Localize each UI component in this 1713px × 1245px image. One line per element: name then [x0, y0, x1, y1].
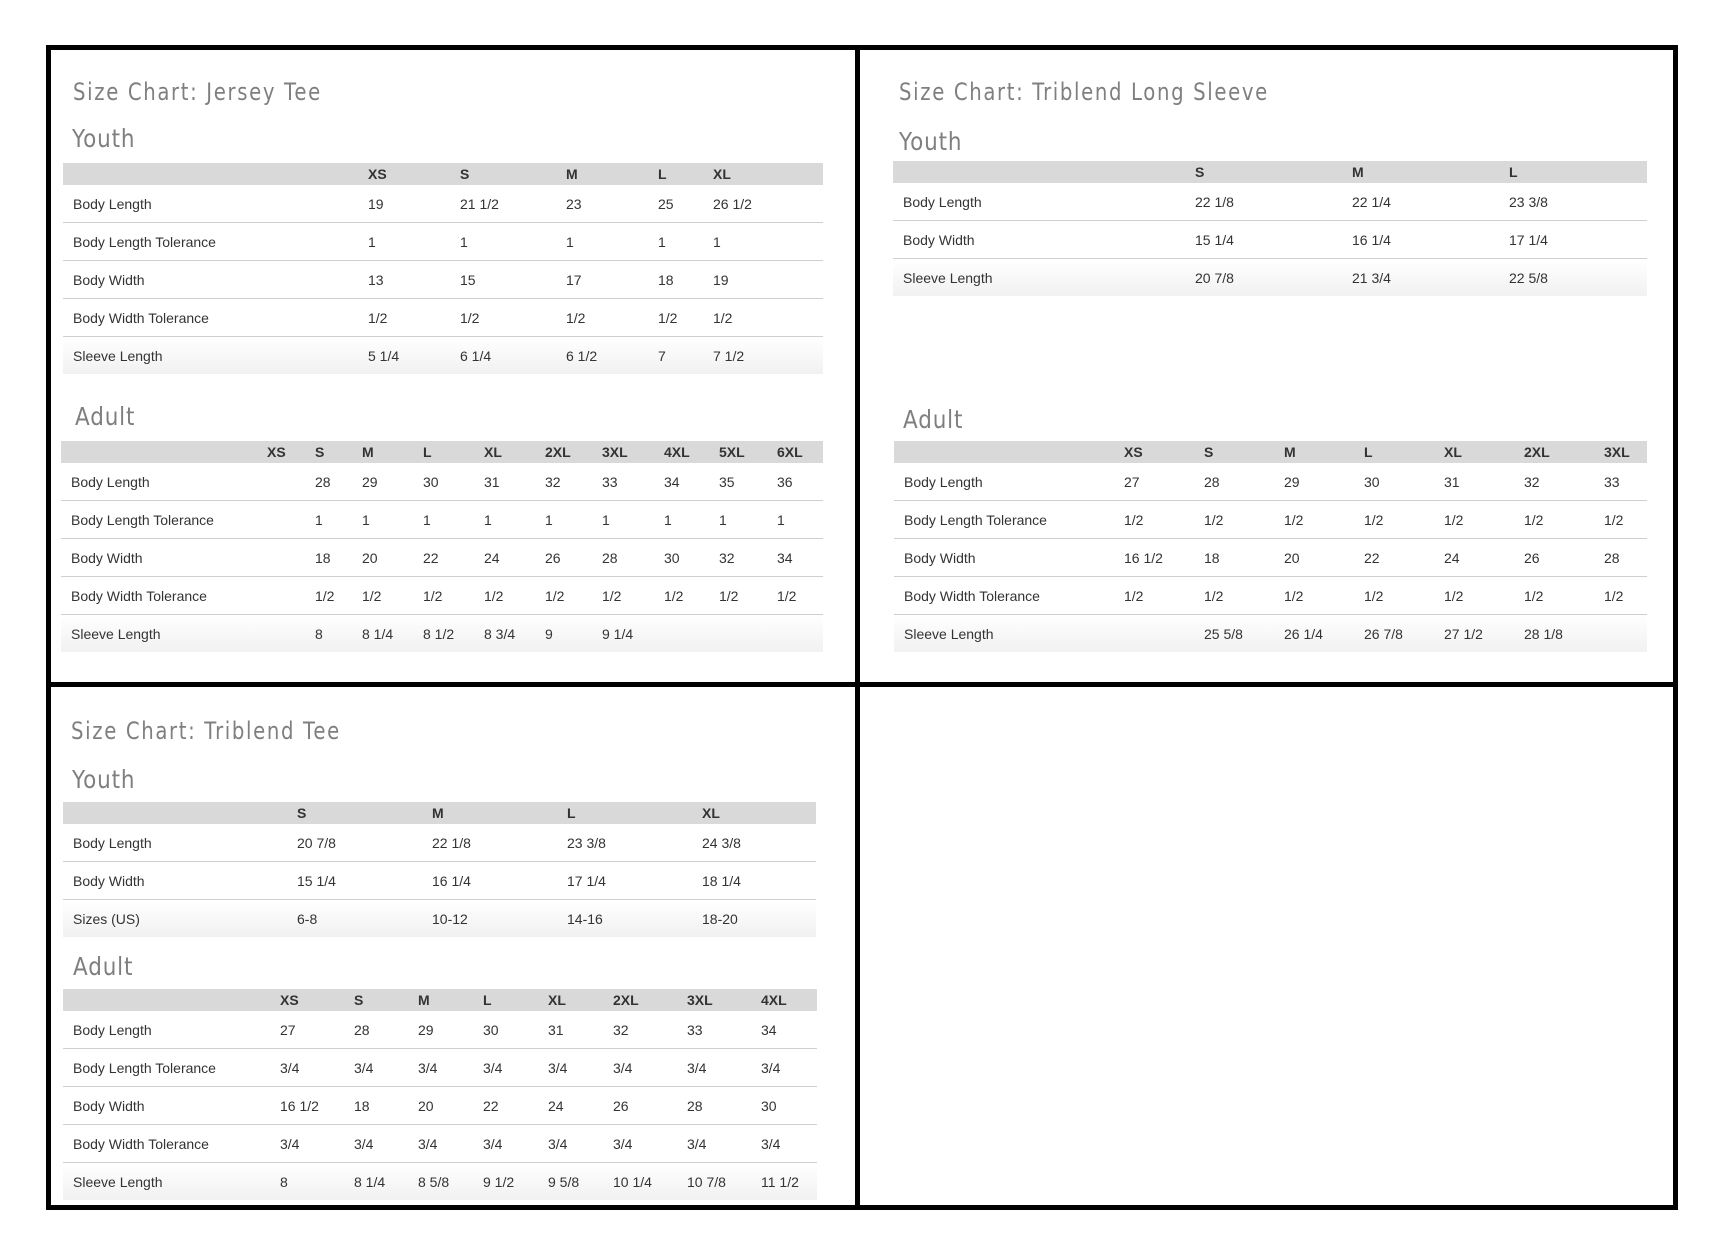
table-cell: 35 — [719, 474, 735, 490]
size-column-header: S — [1195, 164, 1205, 180]
table-row — [893, 183, 1647, 221]
row-label: Body Width Tolerance — [73, 1136, 209, 1152]
row-label: Body Width Tolerance — [73, 310, 209, 326]
size-column-header: 4XL — [664, 444, 690, 460]
table-cell: 16 1/4 — [432, 873, 471, 889]
row-label: Sleeve Length — [904, 626, 994, 642]
table-cell: 22 1/8 — [1195, 194, 1234, 210]
table-cell: 31 — [548, 1022, 564, 1038]
table-cell: 6 1/2 — [566, 348, 598, 364]
table-cell: 3/4 — [687, 1136, 707, 1152]
table-cell: 26 7/8 — [1364, 626, 1403, 642]
table-row — [63, 1087, 817, 1125]
table-row — [63, 824, 816, 862]
table-cell: 20 — [418, 1098, 434, 1114]
table-cell: 30 — [1364, 474, 1380, 490]
size-column-header: 2XL — [545, 444, 571, 460]
table-cell: 17 — [566, 272, 582, 288]
table-cell: 22 5/8 — [1509, 270, 1548, 286]
table-cell: 10 1/4 — [613, 1174, 652, 1190]
table-cell: 1/2 — [1284, 588, 1304, 604]
table-cell: 30 — [423, 474, 439, 490]
table-cell: 1 — [719, 512, 727, 528]
table-cell: 7 — [658, 348, 666, 364]
table-row — [63, 1049, 817, 1087]
table-cell: 1/2 — [664, 588, 684, 604]
table-cell: 22 1/4 — [1352, 194, 1391, 210]
table-cell: 3/4 — [761, 1060, 781, 1076]
table-cell: 16 1/2 — [280, 1098, 319, 1114]
table-cell: 26 1/2 — [713, 196, 752, 212]
table-cell: 28 — [315, 474, 331, 490]
size-column-header: S — [460, 166, 470, 182]
table-cell: 20 — [362, 550, 378, 566]
table-cell: 24 — [1444, 550, 1460, 566]
table-cell: 28 — [354, 1022, 370, 1038]
size-column-header: M — [1284, 444, 1296, 460]
table-cell: 1/2 — [1124, 512, 1144, 528]
table-cell: 32 — [545, 474, 561, 490]
table-cell: 6 1/4 — [460, 348, 492, 364]
size-column-header: XL — [484, 444, 502, 460]
table-cell: 1/2 — [1524, 512, 1544, 528]
table-cell: 1/2 — [545, 588, 565, 604]
table-header — [63, 802, 816, 824]
table-cell: 26 — [613, 1098, 629, 1114]
table-cell: 19 — [713, 272, 729, 288]
table-cell: 1/2 — [362, 588, 382, 604]
size-column-header: M — [1352, 164, 1364, 180]
table-cell: 24 3/8 — [702, 835, 741, 851]
size-column-header: 3XL — [1604, 444, 1630, 460]
row-label: Body Length — [904, 474, 983, 490]
table-cell: 1/2 — [1124, 588, 1144, 604]
row-label: Body Length — [71, 474, 150, 490]
table-cell: 1/2 — [658, 310, 678, 326]
table-cell: 1 — [484, 512, 492, 528]
size-column-header: L — [567, 805, 576, 821]
table-cell: 26 — [545, 550, 561, 566]
table-cell: 32 — [719, 550, 735, 566]
table-cell: 27 — [280, 1022, 296, 1038]
table-cell: 27 — [1124, 474, 1140, 490]
row-label: Body Length — [903, 194, 982, 210]
size-column-header: 5XL — [719, 444, 745, 460]
table-header — [893, 161, 1647, 183]
table-cell: 20 — [1284, 550, 1300, 566]
table-row — [61, 577, 823, 615]
table-row — [63, 223, 823, 261]
triblend-long-sleeve-youth-table — [893, 161, 1647, 297]
triblend-long-sleeve-adult-table — [894, 441, 1647, 653]
table-cell: 28 — [687, 1098, 703, 1114]
table-cell: 3/4 — [548, 1136, 568, 1152]
table-cell: 9 — [545, 626, 553, 642]
table-cell: 3/4 — [761, 1136, 781, 1152]
row-label: Body Length — [73, 1022, 152, 1038]
size-column-header: M — [432, 805, 444, 821]
size-column-header: S — [354, 992, 364, 1008]
table-cell: 3/4 — [280, 1060, 300, 1076]
table-cell: 22 — [423, 550, 439, 566]
table-cell: 1 — [664, 512, 672, 528]
table-cell: 5 1/4 — [368, 348, 400, 364]
table-cell: 18 — [658, 272, 674, 288]
table-cell: 1 — [460, 234, 468, 250]
table-cell: 29 — [1284, 474, 1300, 490]
table-cell: 3/4 — [354, 1136, 374, 1152]
table-cell: 1/2 — [602, 588, 622, 604]
table-cell: 1 — [602, 512, 610, 528]
panel-divider-horizontal — [46, 682, 1678, 687]
table-cell: 14-16 — [567, 911, 603, 927]
table-cell: 18 1/4 — [702, 873, 741, 889]
table-cell: 3/4 — [687, 1060, 707, 1076]
table-cell: 31 — [484, 474, 500, 490]
size-column-header: 3XL — [687, 992, 713, 1008]
table-cell: 24 — [484, 550, 500, 566]
size-column-header: M — [418, 992, 430, 1008]
jersey-tee-adult-heading: Adult — [75, 402, 136, 431]
table-cell: 1/2 — [315, 588, 335, 604]
table-cell: 1/2 — [1524, 588, 1544, 604]
row-label: Body Length Tolerance — [73, 1060, 216, 1076]
table-header — [63, 989, 817, 1011]
jersey-tee-title: Size Chart: Jersey Tee — [73, 78, 322, 106]
table-cell: 1 — [368, 234, 376, 250]
table-cell: 20 7/8 — [297, 835, 336, 851]
table-cell: 26 1/4 — [1284, 626, 1323, 642]
table-row — [63, 1011, 817, 1049]
size-column-header: XS — [267, 444, 286, 460]
table-cell: 20 7/8 — [1195, 270, 1234, 286]
table-cell: 17 1/4 — [1509, 232, 1548, 248]
table-cell: 1/2 — [368, 310, 388, 326]
table-cell: 16 1/4 — [1352, 232, 1391, 248]
size-column-header: S — [315, 444, 325, 460]
row-label: Body Length Tolerance — [904, 512, 1047, 528]
table-cell: 32 — [1524, 474, 1540, 490]
row-label: Sizes (US) — [73, 911, 140, 927]
table-row — [61, 615, 823, 652]
table-row — [63, 299, 823, 337]
table-cell: 1/2 — [484, 588, 504, 604]
table-cell: 15 1/4 — [297, 873, 336, 889]
table-cell: 1/2 — [1204, 588, 1224, 604]
row-label: Sleeve Length — [73, 348, 163, 364]
table-cell: 10-12 — [432, 911, 468, 927]
table-cell: 8 1/2 — [423, 626, 455, 642]
table-cell: 1/2 — [713, 310, 733, 326]
table-cell: 1 — [362, 512, 370, 528]
size-column-header: L — [423, 444, 432, 460]
row-label: Body Width — [903, 232, 975, 248]
table-cell: 3/4 — [613, 1060, 633, 1076]
table-cell: 22 1/8 — [432, 835, 471, 851]
table-cell: 32 — [613, 1022, 629, 1038]
table-cell: 33 — [687, 1022, 703, 1038]
table-row — [63, 1125, 817, 1163]
table-cell: 17 1/4 — [567, 873, 606, 889]
table-row — [61, 463, 823, 501]
table-cell: 1/2 — [423, 588, 443, 604]
table-row — [63, 862, 816, 900]
table-cell: 3/4 — [418, 1060, 438, 1076]
table-cell: 27 1/2 — [1444, 626, 1483, 642]
table-cell: 18 — [354, 1098, 370, 1114]
triblend-tee-adult-table — [63, 989, 817, 1201]
table-cell: 1/2 — [460, 310, 480, 326]
size-column-header: XL — [1444, 444, 1462, 460]
table-cell: 28 — [1204, 474, 1220, 490]
table-cell: 34 — [761, 1022, 777, 1038]
table-cell: 13 — [368, 272, 384, 288]
table-cell: 1 — [315, 512, 323, 528]
row-label: Body Length Tolerance — [73, 234, 216, 250]
row-label: Body Width Tolerance — [904, 588, 1040, 604]
table-cell: 6-8 — [297, 911, 318, 927]
table-cell: 33 — [1604, 474, 1620, 490]
size-column-header: M — [566, 166, 578, 182]
table-cell: 9 5/8 — [548, 1174, 580, 1190]
table-cell: 8 1/4 — [354, 1174, 386, 1190]
table-cell: 8 5/8 — [418, 1174, 450, 1190]
table-row — [894, 539, 1647, 577]
table-row — [894, 577, 1647, 615]
table-cell: 22 — [483, 1098, 499, 1114]
table-row — [63, 261, 823, 299]
table-cell: 22 — [1364, 550, 1380, 566]
table-cell: 1/2 — [1284, 512, 1304, 528]
table-header — [894, 441, 1647, 463]
table-cell: 1/2 — [1444, 512, 1464, 528]
triblend-tee-youth-heading: Youth — [72, 765, 136, 794]
triblend-long-sleeve-title: Size Chart: Triblend Long Sleeve — [899, 78, 1269, 106]
table-cell: 29 — [418, 1022, 434, 1038]
row-label: Body Width — [904, 550, 976, 566]
table-cell: 23 3/8 — [567, 835, 606, 851]
table-row — [894, 501, 1647, 539]
size-column-header: L — [483, 992, 492, 1008]
table-cell: 30 — [483, 1022, 499, 1038]
row-label: Body Width — [73, 1098, 145, 1114]
size-column-header: 4XL — [761, 992, 787, 1008]
row-label: Sleeve Length — [71, 626, 161, 642]
table-cell: 24 — [548, 1098, 564, 1114]
table-cell: 25 5/8 — [1204, 626, 1243, 642]
table-cell: 1/2 — [1364, 588, 1384, 604]
size-column-header: S — [297, 805, 307, 821]
table-cell: 15 1/4 — [1195, 232, 1234, 248]
row-label: Sleeve Length — [903, 270, 993, 286]
table-cell: 33 — [602, 474, 618, 490]
size-column-header: 2XL — [613, 992, 639, 1008]
table-row — [63, 1163, 817, 1200]
size-column-header: XS — [280, 992, 299, 1008]
table-cell: 10 7/8 — [687, 1174, 726, 1190]
table-cell: 34 — [777, 550, 793, 566]
table-cell: 21 3/4 — [1352, 270, 1391, 286]
table-cell: 1/2 — [566, 310, 586, 326]
table-cell: 30 — [664, 550, 680, 566]
table-cell: 1/2 — [1604, 588, 1624, 604]
row-label: Body Width — [71, 550, 143, 566]
row-label: Body Width Tolerance — [71, 588, 207, 604]
table-cell: 3/4 — [548, 1060, 568, 1076]
table-cell: 3/4 — [354, 1060, 374, 1076]
table-cell: 8 — [315, 626, 323, 642]
size-column-header: XS — [1124, 444, 1143, 460]
table-cell: 34 — [664, 474, 680, 490]
table-cell: 28 — [1604, 550, 1620, 566]
table-cell: 19 — [368, 196, 384, 212]
row-label: Sleeve Length — [73, 1174, 163, 1190]
table-cell: 9 1/4 — [602, 626, 634, 642]
triblend-tee-title: Size Chart: Triblend Tee — [71, 717, 341, 745]
table-cell: 1/2 — [1204, 512, 1224, 528]
table-cell: 25 — [658, 196, 674, 212]
table-cell: 16 1/2 — [1124, 550, 1163, 566]
triblend-tee-youth-table — [63, 802, 816, 938]
table-cell: 3/4 — [613, 1136, 633, 1152]
table-cell: 7 1/2 — [713, 348, 745, 364]
size-column-header: XL — [702, 805, 720, 821]
row-label: Body Length Tolerance — [71, 512, 214, 528]
table-cell: 18-20 — [702, 911, 738, 927]
table-cell: 8 1/4 — [362, 626, 394, 642]
table-cell: 8 — [280, 1174, 288, 1190]
table-row — [893, 221, 1647, 259]
row-label: Body Length — [73, 196, 152, 212]
table-cell: 11 1/2 — [761, 1174, 799, 1190]
row-label: Body Width — [73, 873, 145, 889]
size-column-header: XL — [713, 166, 731, 182]
table-cell: 1 — [777, 512, 785, 528]
triblend-tee-adult-heading: Adult — [73, 952, 134, 981]
table-row — [61, 539, 823, 577]
table-cell: 1 — [423, 512, 431, 528]
size-column-header: M — [362, 444, 374, 460]
size-column-header: 6XL — [777, 444, 803, 460]
panel-divider-vertical — [855, 45, 860, 1210]
table-cell: 18 — [1204, 550, 1220, 566]
table-cell: 18 — [315, 550, 331, 566]
size-column-header: XS — [368, 166, 387, 182]
table-cell: 3/4 — [280, 1136, 300, 1152]
size-column-header: XL — [548, 992, 566, 1008]
table-cell: 1/2 — [777, 588, 797, 604]
size-column-header: L — [1364, 444, 1373, 460]
table-cell: 26 — [1524, 550, 1540, 566]
table-row — [63, 337, 823, 374]
table-cell: 3/4 — [483, 1060, 503, 1076]
size-column-header: 2XL — [1524, 444, 1550, 460]
table-row — [893, 259, 1647, 296]
jersey-tee-adult-table — [61, 441, 823, 653]
table-cell: 36 — [777, 474, 793, 490]
table-cell: 1/2 — [719, 588, 739, 604]
table-cell: 1/2 — [1604, 512, 1624, 528]
table-cell: 23 3/8 — [1509, 194, 1548, 210]
table-row — [894, 615, 1647, 652]
table-row — [61, 501, 823, 539]
table-cell: 15 — [460, 272, 476, 288]
table-row — [894, 463, 1647, 501]
table-cell: 1 — [713, 234, 721, 250]
table-cell: 1/2 — [1444, 588, 1464, 604]
jersey-tee-youth-heading: Youth — [72, 124, 136, 153]
table-header — [61, 441, 823, 463]
row-label: Body Width — [73, 272, 145, 288]
table-cell: 3/4 — [418, 1136, 438, 1152]
table-cell: 23 — [566, 196, 582, 212]
table-cell: 1 — [545, 512, 553, 528]
jersey-tee-youth-table — [63, 163, 823, 375]
table-cell: 28 1/8 — [1524, 626, 1563, 642]
size-column-header: L — [658, 166, 667, 182]
table-cell: 8 3/4 — [484, 626, 516, 642]
table-cell: 9 1/2 — [483, 1174, 515, 1190]
size-column-header: L — [1509, 164, 1518, 180]
table-cell: 31 — [1444, 474, 1460, 490]
table-row — [63, 900, 816, 937]
triblend-long-sleeve-youth-heading: Youth — [899, 127, 963, 156]
table-cell: 1 — [566, 234, 574, 250]
table-cell: 30 — [761, 1098, 777, 1114]
table-row — [63, 185, 823, 223]
table-cell: 29 — [362, 474, 378, 490]
table-cell: 3/4 — [483, 1136, 503, 1152]
table-cell: 1 — [658, 234, 666, 250]
row-label: Body Length — [73, 835, 152, 851]
table-cell: 1/2 — [1364, 512, 1384, 528]
table-cell: 28 — [602, 550, 618, 566]
table-cell: 21 1/2 — [460, 196, 499, 212]
size-column-header: 3XL — [602, 444, 628, 460]
triblend-long-sleeve-adult-heading: Adult — [903, 405, 964, 434]
table-header — [63, 163, 823, 185]
size-column-header: S — [1204, 444, 1214, 460]
